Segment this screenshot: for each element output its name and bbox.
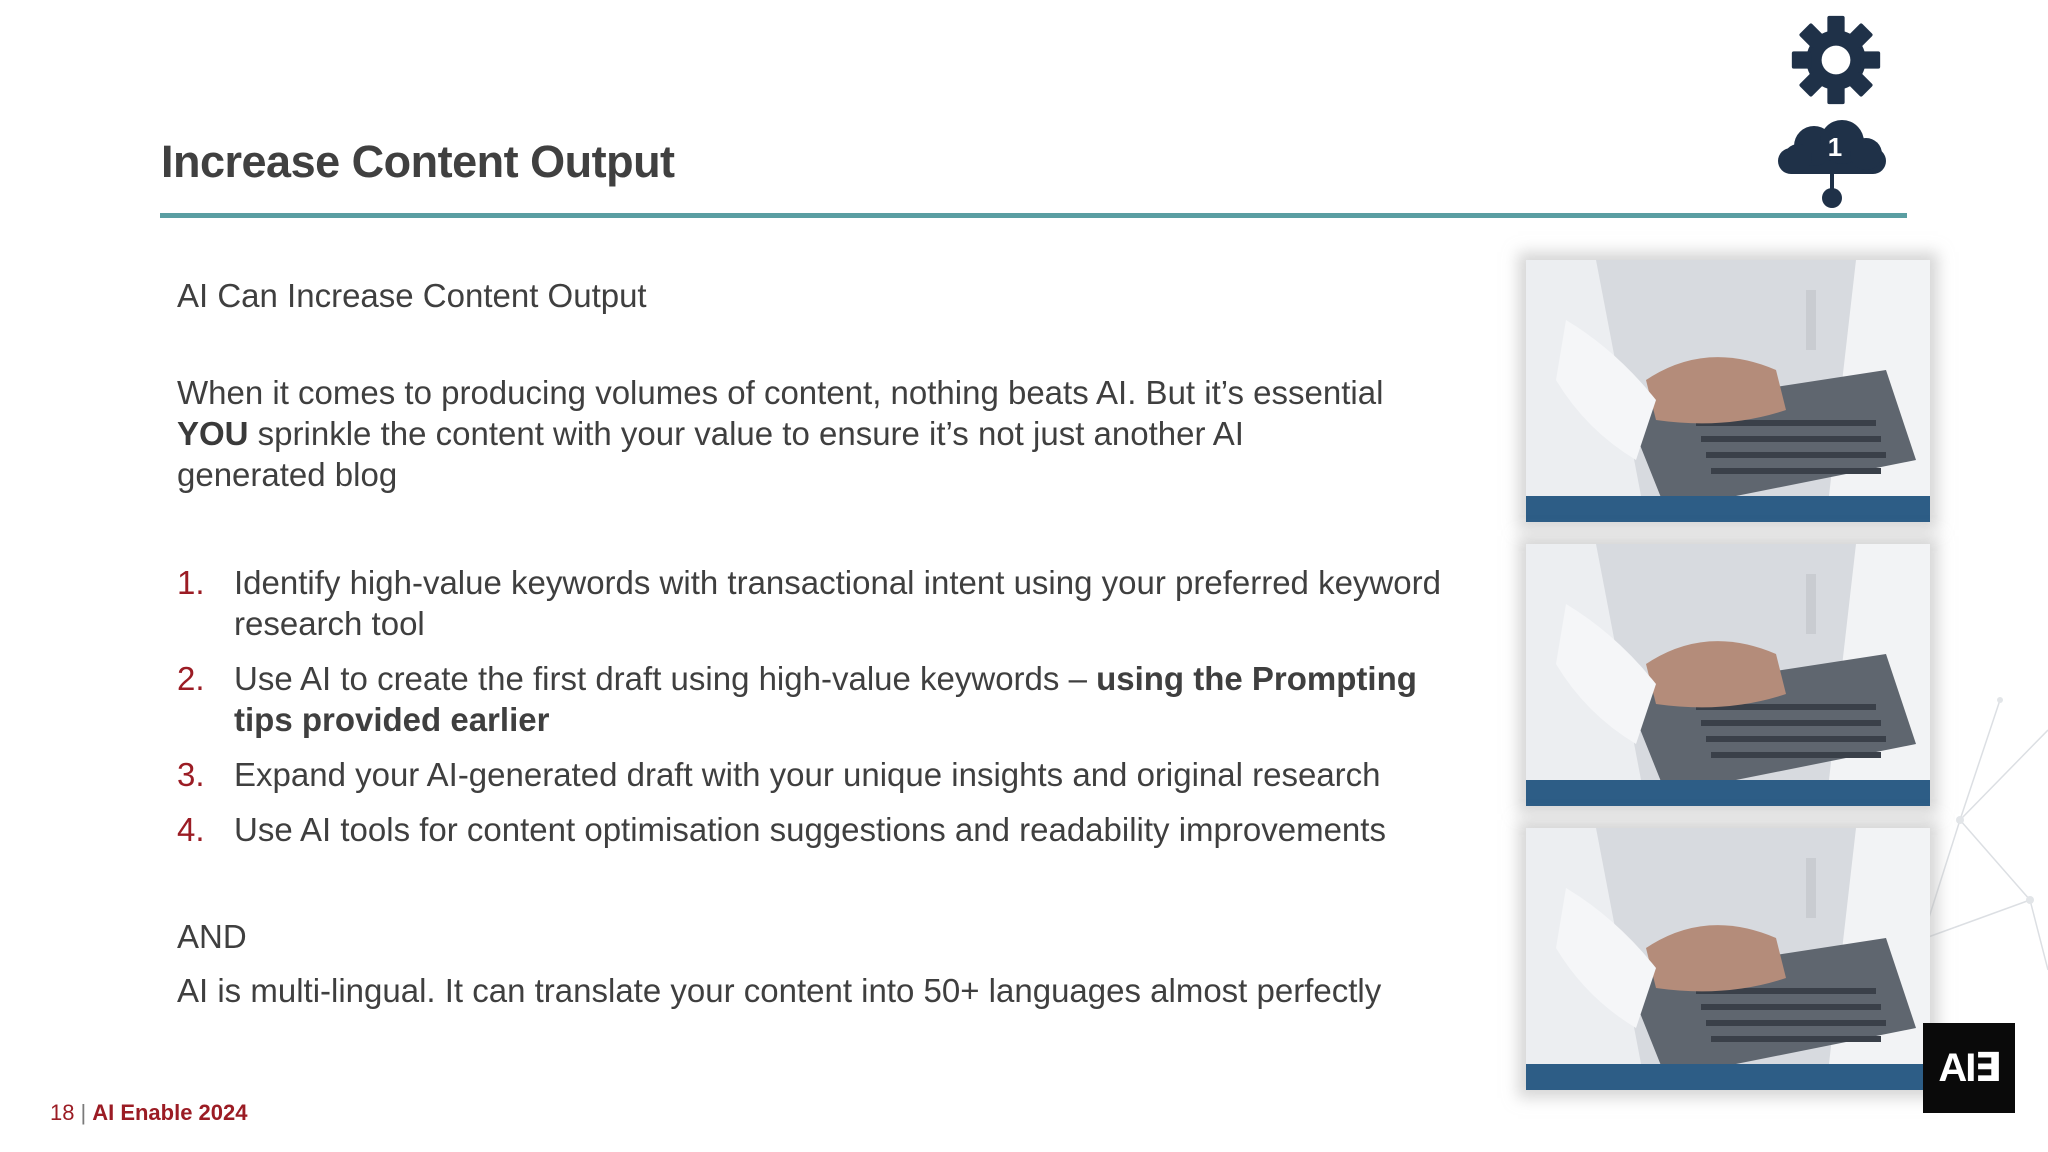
step-number: 4. xyxy=(177,811,205,848)
step-text: Use AI tools for content optimisation suggestions and readability improvements xyxy=(234,811,1386,848)
list-item xyxy=(177,658,1447,740)
ai-enable-logo: AI∃ xyxy=(1923,1023,2015,1113)
step-text: Identify high-value keywords with transactional intent using your preferred keyword research tool xyxy=(234,564,1441,642)
steps-list xyxy=(177,562,1447,864)
list-item xyxy=(177,754,1447,795)
step-number: 2. xyxy=(177,660,205,697)
typing-photo xyxy=(1526,544,1930,806)
footer-separator: | xyxy=(80,1100,87,1125)
list-item xyxy=(177,562,1447,644)
cloud-badge-number: 1 xyxy=(1827,132,1843,162)
footer-brand: AI Enable 2024 xyxy=(92,1100,248,1125)
gear-icon xyxy=(1788,12,1884,108)
and-label: AND xyxy=(177,918,247,955)
intro-line-1: When it comes to producing volumes of content, nothing beats AI. But it’s essential xyxy=(177,374,1384,411)
page-number: 18 xyxy=(50,1100,75,1125)
step-bold-text: using the Prompting tips provided earlier xyxy=(234,660,1417,738)
page-title: Increase Content Output xyxy=(161,136,675,187)
step-text: Expand your AI-generated draft with your unique insights and original research xyxy=(234,756,1381,793)
footer xyxy=(50,1100,248,1126)
subtitle: AI Can Increase Content Output xyxy=(177,277,647,314)
title-divider xyxy=(160,213,1907,218)
step-text: Use AI to create the first draft using high-value keywords – xyxy=(234,660,1097,697)
intro-paragraph xyxy=(177,372,1437,495)
step-number: 1. xyxy=(177,564,205,601)
intro-line-2: sprinkle the content with your value to ensure it’s not just another AI xyxy=(248,415,1244,452)
multilingual-note: AI is multi-lingual. It can translate your content into 50+ languages almost perfectly xyxy=(177,972,1382,1009)
intro-bold-you: YOU xyxy=(177,415,249,452)
intro-line-3: generated blog xyxy=(177,456,398,493)
list-item xyxy=(177,809,1447,850)
step-number: 3. xyxy=(177,756,205,793)
typing-photo xyxy=(1526,828,1930,1090)
typing-photo xyxy=(1526,260,1930,522)
